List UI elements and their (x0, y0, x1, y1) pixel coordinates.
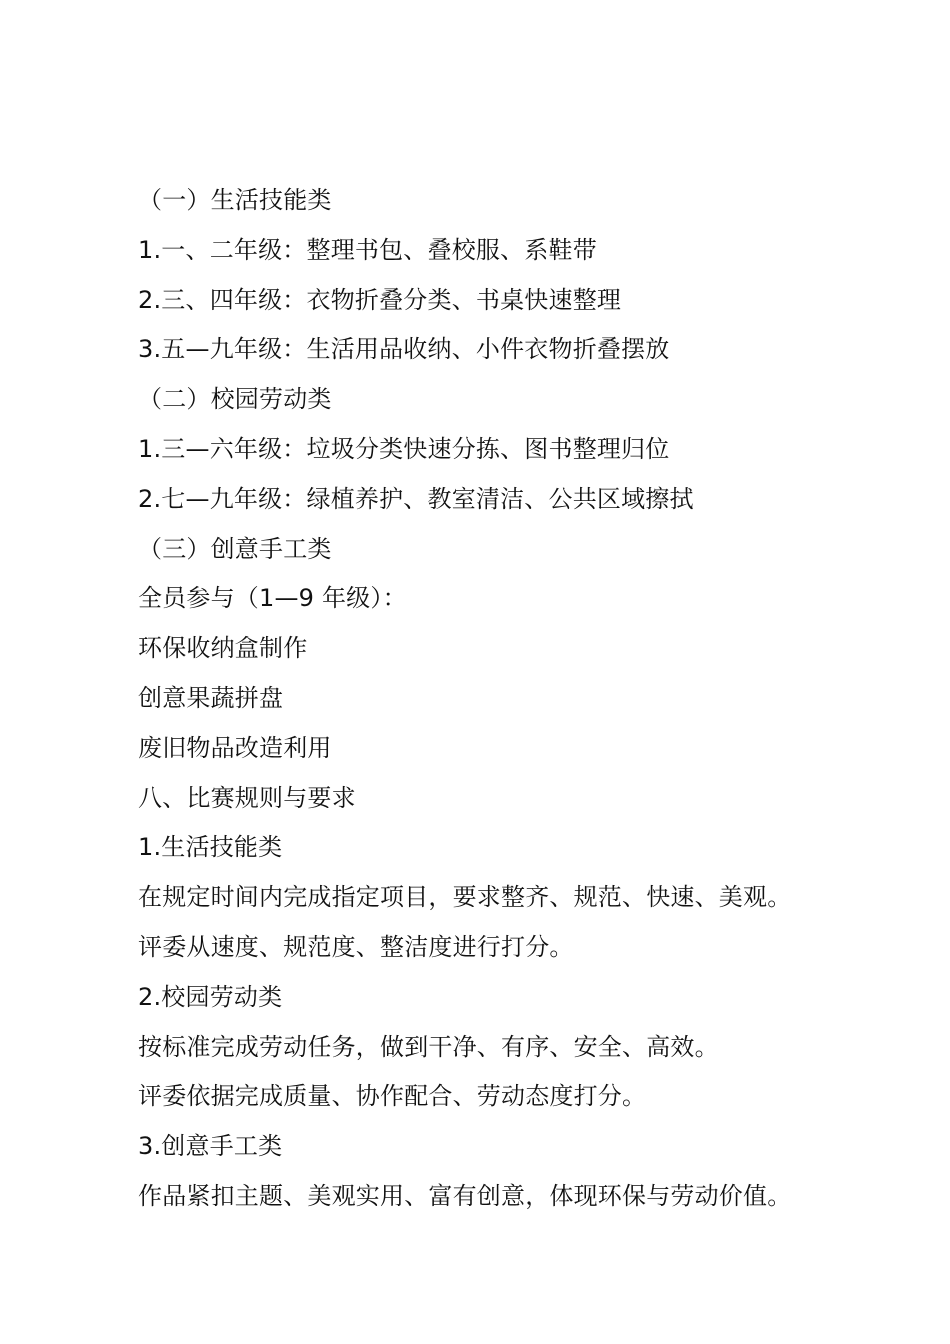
creative-craft-participants: 全员参与（1—9 年级）： (138, 584, 407, 613)
creative-craft-item-2: 创意果蔬拼盘 (138, 683, 284, 712)
campus-labor-item-2: 2.七—九年级：绿植养护、教室清洁、公共区域擦拭 (138, 484, 694, 513)
life-skills-item-1: 1.一、二年级：整理书包、叠校服、系鞋带 (138, 235, 597, 264)
section-heading-creative-craft: （三）创意手工类 (138, 534, 332, 563)
section-heading-life-skills: （一）生活技能类 (138, 186, 332, 214)
rules-campus-labor-title: 2.校园劳动类 (138, 982, 283, 1011)
section-heading-campus-labor: （二）校园劳动类 (138, 385, 332, 414)
campus-labor-item-1: 1.三—六年级：垃圾分类快速分拣、图书整理归位 (138, 434, 670, 463)
document-body (138, 176, 918, 1222)
rules-life-skills-scoring: 评委从速度、规范度、整洁度进行打分。 (138, 932, 574, 961)
life-skills-item-3: 3.五—九年级：生活用品收纳、小件衣物折叠摆放 (138, 335, 670, 364)
rules-campus-labor-requirement: 按标准完成劳动任务，做到干净、有序、安全、高效。 (138, 1032, 719, 1061)
rules-life-skills-requirement: 在规定时间内完成指定项目，要求整齐、规范、快速、美观。 (138, 883, 792, 912)
creative-craft-item-1: 环保收纳盒制作 (138, 634, 308, 663)
rules-campus-labor-scoring: 评委依据完成质量、协作配合、劳动态度打分。 (138, 1082, 647, 1111)
rules-creative-craft-requirement: 作品紧扣主题、美观实用、富有创意，体现环保与劳动价值。 (138, 1181, 792, 1210)
life-skills-item-2: 2.三、四年级：衣物折叠分类、书桌快速整理 (138, 285, 622, 314)
rules-creative-craft-title: 3.创意手工类 (138, 1132, 283, 1161)
rules-life-skills-title: 1.生活技能类 (138, 833, 283, 862)
creative-craft-item-3: 废旧物品改造利用 (138, 733, 332, 762)
section-heading-rules: 八、比赛规则与要求 (138, 783, 356, 812)
